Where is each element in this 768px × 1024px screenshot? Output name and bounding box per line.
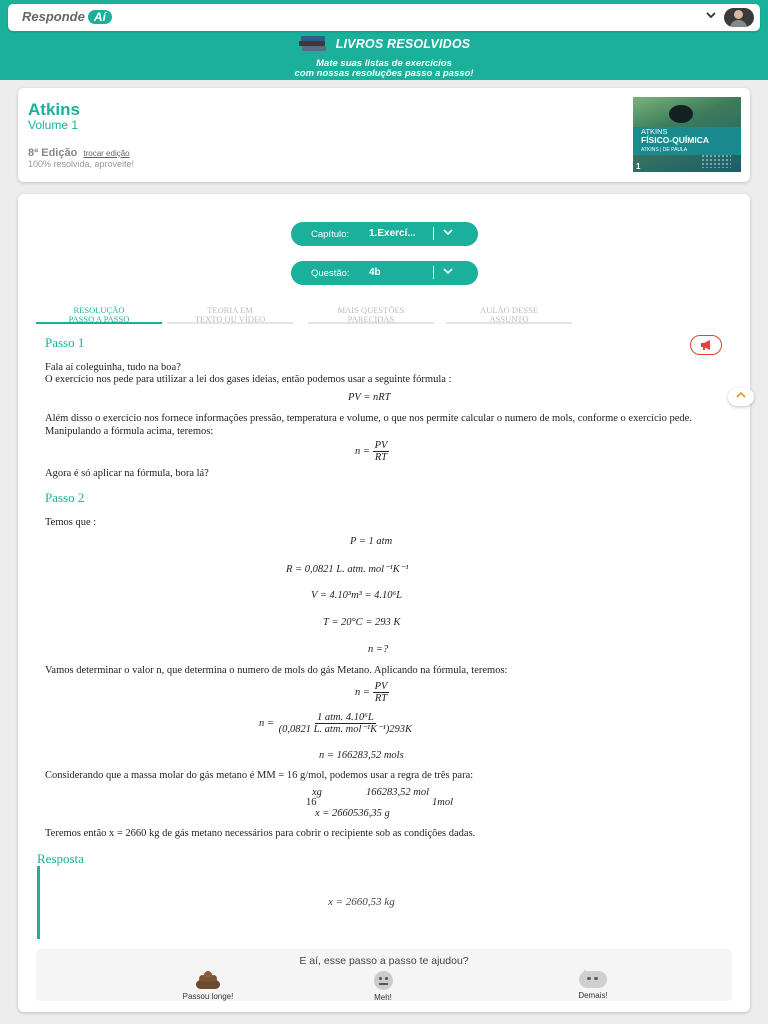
account-chevron-down-icon[interactable] [706,10,716,22]
top-navbar [8,4,760,31]
fraction-denominator: RT [374,452,388,463]
step-1-closing: Agora é só aplicar na fórmula, bora lá? [45,468,209,479]
promo-subtitle-2: com nossas resoluções passo a passo! [294,68,474,79]
step-2-intro: Temos que : [45,517,97,528]
rule-of-three-a2: 16 [306,797,317,808]
report-button[interactable] [690,335,722,355]
rule-of-three-a1: xg [312,787,322,798]
book-edition [28,147,130,159]
feedback-label: Demais! [578,991,608,1000]
cover-sphere [669,105,693,123]
tab-label-line1: MAIS QUESTÕES [337,305,405,315]
equation-lhs: n = [259,717,274,729]
cover-dot-pattern [701,154,731,168]
divider [433,227,434,240]
chapter-label: Capítulo: [311,229,350,240]
edition-label: 8ª Edição [28,147,78,159]
equation-n-fraction [355,440,389,463]
tab-lecture[interactable] [446,305,572,324]
book-title: Atkins [28,100,80,119]
cat-face-icon [579,971,607,988]
equation-lhs: n = [355,686,370,698]
feedback-option-great[interactable] [548,971,638,1000]
solution-card [18,194,750,1012]
rule-of-three-b1: 166283,52 mol [366,787,429,798]
promo-title: LIVROS RESOLVIDOS [335,37,471,51]
tab-step-by-step[interactable] [36,305,162,324]
equation-n-result: n = 166283,52 mols [319,750,404,761]
logo-badge: Aí [88,10,112,24]
tab-similar-questions[interactable] [308,305,434,324]
feedback-label: Passou longe! [182,992,234,1001]
tab-label-line1: RESOLUÇÃO [73,305,125,315]
fraction-denominator: (0,0821 L. atm. mol⁻¹K⁻¹)293K [278,724,413,735]
tab-label-line1: AULÃO DESSE [480,305,538,315]
rule-of-three-result: x = 2660536,35 g [315,808,390,819]
step-1-greeting: Fala aí coleguinha, tudo na boa? [45,362,181,373]
equation-ideal-gas: PV = nRT [348,392,391,403]
tab-theory[interactable] [167,305,293,324]
question-label: Questão: [311,268,350,279]
fraction-numerator: 1 atm. 4.10⁶L [316,712,374,723]
cover-title: FÍSICO-QUÍMICA [641,135,709,145]
equation-temperature: T = 20°C = 293 K [323,617,401,628]
step-2-conclusion: Teremos então x = 2660 kg de gás metano necessários para cobrir o recipiente sob as condições dadas. [45,828,476,839]
avatar[interactable] [724,8,754,27]
fraction-denominator: RT [374,693,388,704]
step-2-explanation: Vamos determinar o valor n, que determina o numero de mols do gás Metano. Aplicando na fórmula, teremos: [45,665,508,676]
feedback-option-bad[interactable] [163,971,253,1001]
chevron-up-icon [736,391,746,402]
book-card [18,88,750,182]
cover-authors: ATKINS | DE PAULA [641,147,688,153]
tab-label-line2: PASSO A PASSO [68,313,130,324]
logo[interactable] [22,9,112,24]
book-cover [633,97,741,172]
equation-n-fraction [355,681,389,704]
logo-text: Responde [22,9,85,24]
feedback-option-meh[interactable] [338,971,428,1002]
divider [433,266,434,279]
answer-heading: Resposta [37,851,84,866]
step-2-molar-mass: Considerando que a massa molar do gás metano é MM = 16 g/mol, podemos usar a regra de três para: [45,770,474,781]
answer-value: x = 2660,53 kg [328,896,395,908]
chevron-down-icon [443,226,453,241]
question-value: 4b [369,267,381,278]
equation-substitution [259,712,414,735]
cover-volume-number: 1 [636,162,641,171]
chapter-selector[interactable] [291,222,478,246]
book-status: 100% resolvida, aproveite! [28,159,135,169]
scroll-to-top-button[interactable] [728,388,754,406]
fraction-numerator: PV [374,440,388,451]
step-2-heading: Passo 2 [45,490,85,505]
books-icon [298,36,328,52]
fraction-numerator: PV [374,681,388,692]
step-1-intro: O exercício nos pede para utilizar a lei dos gases ideias, então podemos usar a seguinte fórmula : [45,374,452,385]
promo-subtitle-1: Mate suas listas de exercícios [316,58,452,69]
tab-label-line2: TEXTO OU VÍDEO [194,313,266,324]
equation-volume: V = 4.10³m³ = 4.10⁶L [311,590,403,601]
answer-accent-bar [37,866,40,939]
feedback-question: E aí, esse passo a passo te ajudou? [299,955,469,967]
promo-banner[interactable] [0,36,768,79]
rule-of-three-b2: 1mol [432,797,453,808]
feedback-label: Meh! [374,993,392,1002]
step-1-explanation: Além disso o exercício nos fornece informações pressão, temperatura e volume, o que nos permite calcular o numero de mols, conforme o exercício pede. Manipulando a fórmula acima, teremos: [45,413,692,437]
solution-tabs [36,305,566,325]
question-selector[interactable] [291,261,478,285]
cover-publisher: ATKINS [641,127,668,136]
tab-label-line1: TEORIA EM [207,305,253,315]
equation-gas-constant: R = 0,0821 L. atm. mol⁻¹K⁻¹ [286,564,409,575]
step-1-heading: Passo 1 [45,335,85,350]
equation-n-unknown: n =? [368,644,389,655]
equation-pressure: P = 1 atm [350,536,393,547]
chapter-value: 1.Exercí... [369,228,416,239]
chevron-down-icon [443,265,453,280]
feedback-panel [36,949,732,1001]
book-volume: Volume 1 [28,118,79,132]
equation-lhs: n = [355,445,370,457]
change-edition-link[interactable]: trocar edição [83,149,130,158]
tab-label-line2: ASSUNTO [489,313,529,324]
neutral-face-icon [374,971,393,990]
poop-icon [195,971,221,989]
tab-label-line2: PARECIDAS [347,313,395,324]
